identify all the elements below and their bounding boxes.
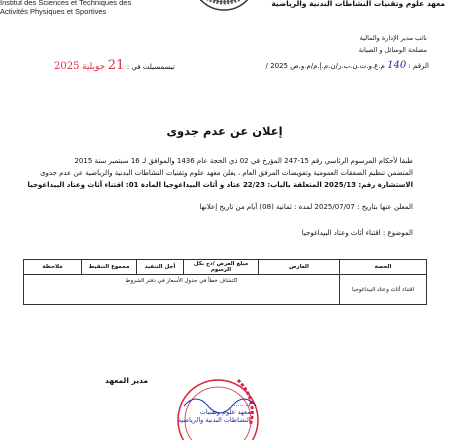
- institute-name-fr-line2: Activités Physiques et Sportives: [0, 7, 107, 16]
- date-place: تيسمسيلت في :: [126, 63, 175, 71]
- notice-paragraph-2: المتضمن تنظيم الصفقات العمومية وتفويضات المرفق العام ، يعلن معهد علوم وتقنيات النشاطات البدنية والرياضية عن عدم جدوى: [40, 169, 413, 177]
- header-score: مجموع التنقيط: [82, 260, 137, 275]
- reference-line: [266, 60, 429, 71]
- header-amount: مبلغ العرض /دج بكل الرسوم: [184, 260, 259, 275]
- header-deadline: أجل التنفيذ: [137, 260, 184, 275]
- header-note: ملاحظة: [24, 260, 82, 275]
- university-logo: [184, 0, 264, 14]
- notice-paragraph-3: الاستشارة رقم: 2025/13 المتعلقة بالباب: 22/23 عتاد و أثاث البيداغوجيا المادة 01: اقتناء أثاث وعتاد البيداغوجيا: [27, 181, 413, 189]
- date-line: [54, 58, 175, 73]
- service-label: مصلحة الوسائل و الصيانة: [358, 46, 427, 54]
- stamp-text-line2: معهد علوم وتقنيات: [199, 408, 251, 416]
- deputy-director-label: نائب مدير الإدارة والمالية: [359, 34, 427, 42]
- institute-name-ar: معهد علوم وتقنيات النشاطات البدنية والرياضية: [271, 0, 445, 8]
- stamp-text: [178, 400, 251, 424]
- director-title: مدير المعهد: [105, 376, 149, 385]
- institute-name-fr-line1: Institut des Sciences et Techniques des: [0, 0, 132, 7]
- header-lot: الحصة: [340, 260, 427, 275]
- notice-title: إعلان عن عدم جدوى: [166, 124, 283, 138]
- date-year: 2025: [54, 61, 80, 72]
- table-row: [24, 275, 427, 305]
- stamp-text-line1: د. ......: [231, 400, 251, 408]
- cell-note: اكتشاف خطأ في جدول الأسعار في دفتر الشروط: [24, 275, 340, 305]
- table-header-row: [24, 260, 427, 275]
- institute-name-fr: [0, 0, 131, 16]
- date-day: 21: [107, 58, 125, 73]
- reference-label: الرقم :: [408, 62, 429, 70]
- notice-paragraph-4: المعلن عنها بتاريخ : 2025/07/07 لمدة : ثمانية (08) أيام من تاريخ إعلانها: [199, 203, 413, 211]
- notice-paragraph-1: طبقا لأحكام المرسوم الرئاسي رقم 15-247 المؤرخ في 02 ذي الحجة عام 1436 والموافق لـ 16 سبتمبر سنة 2015: [74, 157, 413, 165]
- header-bidder: العارض: [259, 260, 340, 275]
- stamp-text-line3: النشاطات البدنية والرياضية: [178, 416, 251, 424]
- reference-code: م.ع.و.ت.ن.ب.ر/ن.م.إ.م/م.و.ص: [290, 62, 385, 70]
- date-month: جويلية: [82, 62, 106, 72]
- results-table: [23, 259, 427, 305]
- reference-year: 2025 /: [265, 62, 288, 70]
- notice-subject: الموضوع : اقتناء أثاث وعتاد البيداغوجيا: [301, 229, 413, 237]
- cell-lot: اقتناء أثاث وعتاد البيداغوجيا: [340, 275, 427, 305]
- reference-number: 140: [387, 60, 407, 71]
